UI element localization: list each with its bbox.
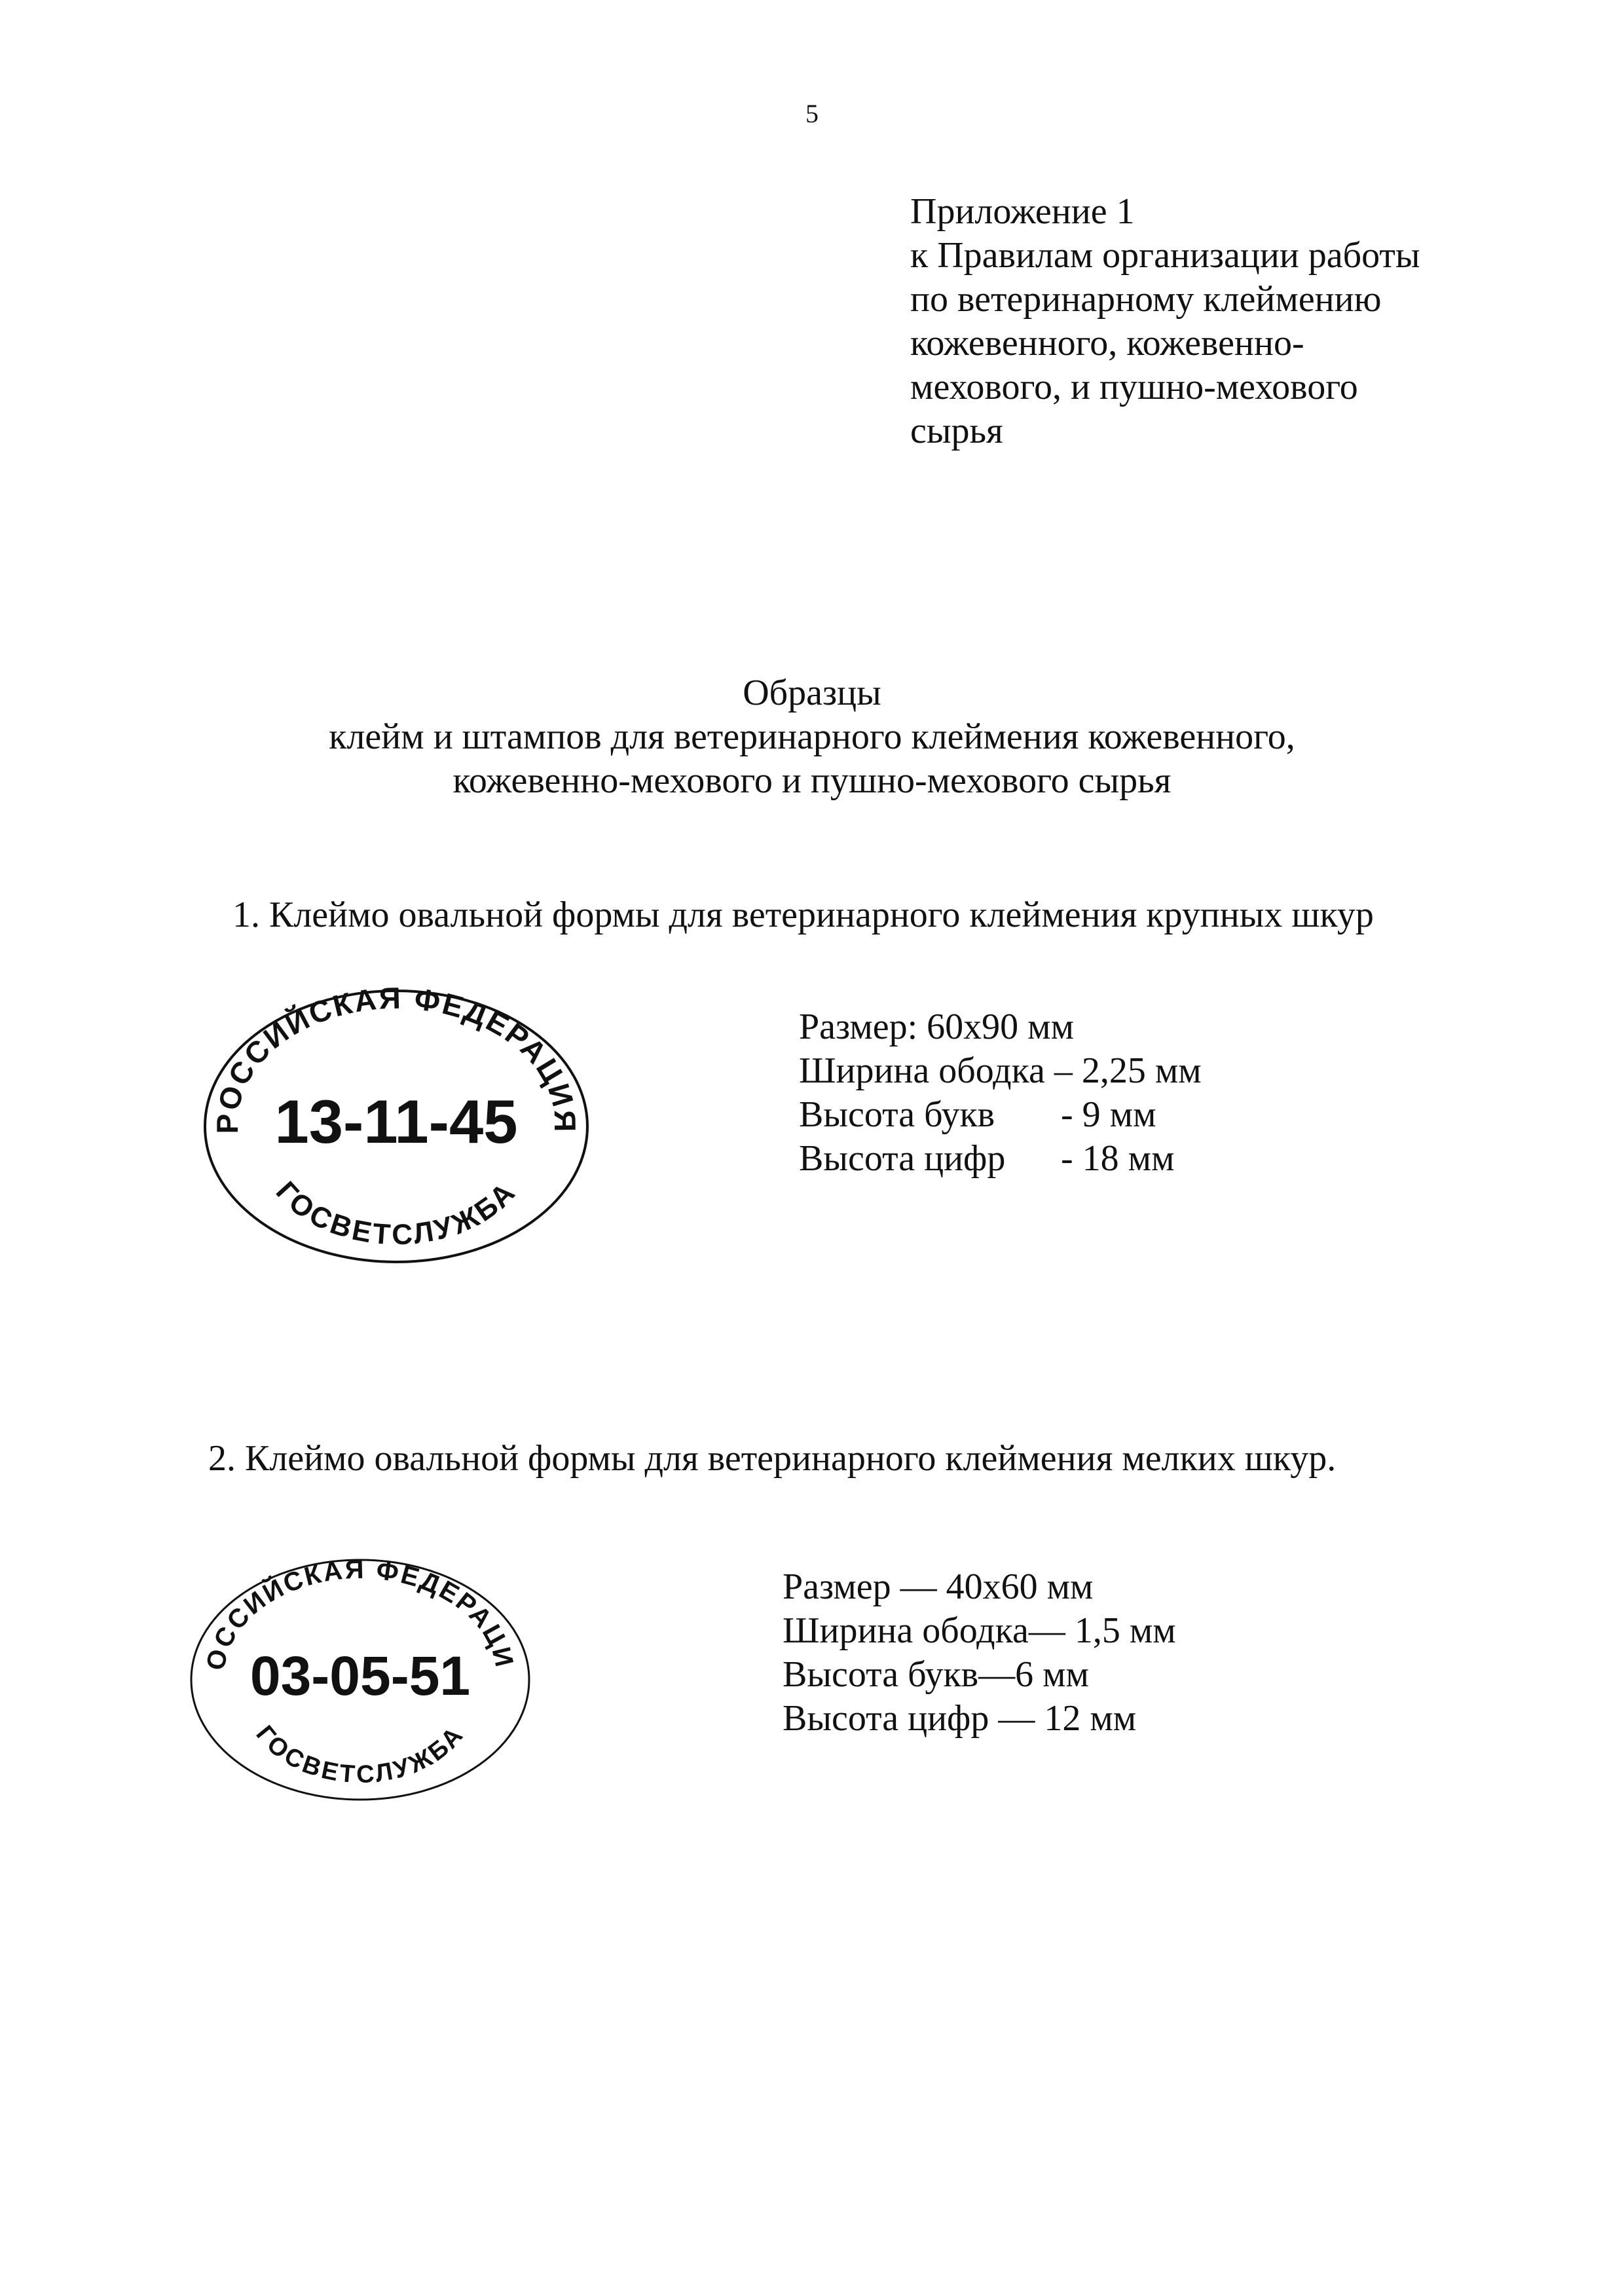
spec-label: Высота цифр bbox=[799, 1138, 1006, 1179]
spec-row bbox=[799, 1137, 1202, 1181]
spec-label: Размер — 40х60 мм bbox=[783, 1566, 1094, 1607]
page-number: 5 bbox=[805, 99, 819, 128]
stamp-number: 03-05-51 bbox=[249, 1645, 471, 1707]
spec-row bbox=[799, 1093, 1202, 1137]
appendix-line: сырья bbox=[910, 411, 1003, 451]
spec-row bbox=[783, 1697, 1176, 1741]
appendix-line: мехового, и пушно-мехового bbox=[910, 367, 1358, 407]
spec-value: - 18 мм bbox=[1061, 1138, 1175, 1179]
stamp-bottom-text: ГОСВЕТСЛУЖБА bbox=[269, 1175, 523, 1251]
spec-label: Высота букв—6 мм bbox=[783, 1654, 1089, 1695]
appendix-line: по ветеринарному клеймению bbox=[910, 279, 1382, 320]
spec-row bbox=[799, 1005, 1202, 1049]
item-2-specs bbox=[783, 1565, 1176, 1741]
spec-row bbox=[783, 1653, 1176, 1697]
stamp-bottom-text: ГОСВЕТСЛУЖБА bbox=[250, 1720, 470, 1789]
item-1-heading: 1. Клеймо овальной формы для ветеринарного клеймения крупных шкур bbox=[232, 895, 1374, 935]
spec-row bbox=[799, 1049, 1202, 1093]
spec-label: Размер: 60х90 мм bbox=[799, 1007, 1075, 1047]
spec-label: Ширина ободка – 2,25 мм bbox=[799, 1050, 1202, 1091]
spec-value: - 9 мм bbox=[1061, 1094, 1156, 1135]
spec-label: Высота букв bbox=[799, 1094, 995, 1135]
title-line: Образцы bbox=[743, 673, 881, 713]
spec-label: Ширина ободка— 1,5 мм bbox=[783, 1610, 1176, 1651]
spec-row bbox=[783, 1609, 1176, 1653]
item-2-heading: 2. Клеймо овальной формы для ветеринарного клеймения мелких шкур. bbox=[208, 1438, 1337, 1479]
appendix-line: кожевенного, кожевенно- bbox=[910, 323, 1304, 363]
appendix-line: к Правилам организации работы bbox=[910, 235, 1420, 276]
item-1-specs bbox=[799, 1005, 1202, 1181]
title-line: кожевенно-мехового и пушно-мехового сырья bbox=[452, 760, 1172, 801]
document-title bbox=[0, 671, 1624, 803]
stamp-number: 13-11-45 bbox=[274, 1087, 518, 1156]
appendix-reference bbox=[910, 190, 1565, 453]
stamp-small bbox=[173, 1529, 537, 1807]
appendix-line: Приложение 1 bbox=[910, 191, 1135, 232]
stamp-top-text: РОССИЙСКАЯ ФЕДЕРАЦИЯ bbox=[173, 1529, 519, 1673]
title-line: клейм и штампов для ветеринарного клеймения кожевенного, bbox=[329, 716, 1295, 757]
stamp-top-text: РОССИЙСКАЯ ФЕДЕРАЦИЯ bbox=[210, 980, 583, 1134]
spec-row bbox=[783, 1565, 1176, 1609]
spec-label: Высота цифр — 12 мм bbox=[783, 1698, 1137, 1739]
stamp-large bbox=[187, 982, 606, 1270]
